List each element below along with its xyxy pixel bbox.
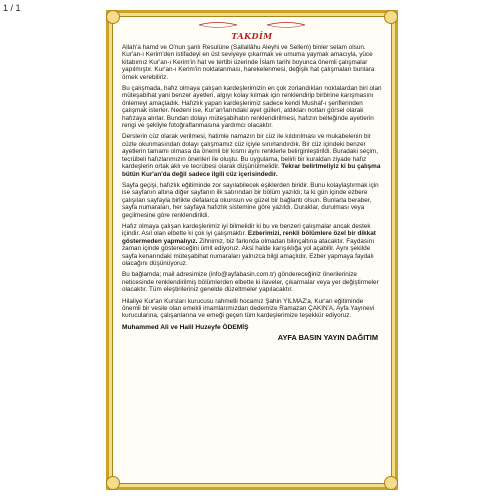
corner-ornament-icon (106, 476, 120, 490)
paragraph-intro: Allah'a hamd ve O'nun şanlı Resulüne (Sallallâhu Aleyhi ve Sellem) binler selam olsun. Kur'an-ı Kerim'den istifadeyi en üst seviyeye çıkarmak ve umuma yaymak amacıyla, yüce kitabımız Kur'an-ı Kerim'in hat ve tertibi üzerinde İslam tarihi boyunca önemli çalışmalar yapılmıştır. Kur'an-ı Kerim'in noktalanması, harekelenmesi, değişik hat çalışmaları bunlara örnek verebiliriz. (122, 44, 375, 81)
corner-ornament-icon (106, 10, 120, 24)
paragraph-purpose: Bu çalışmada, hafız olmaya çalışan kardeşlerimizin en çok zorlandıkları noktalardan biri olan müteşabihat yani benzer ayetleri, algıyı kolay kılmak için renklendirip birbirine karışmasını önlemeyi amaçladık. Hafızlık yapan kardeşlerimiz sadece kendi Mushaf-ı şeriflerinden çalışmak isterler. Nedeni ise, Kur'an'larındaki ayet gülleri, aldıkları notları görsel olarak hafızaya alırlar. Bundan dolayı müteşabihatın renklendirilmesi, hafızın belleğinde ayetlerin rengi ve şekliyle fotoğraflanmasına yardımcı olacaktır. (122, 85, 382, 130)
paragraph-thanks: Hilaliye Kur'an Kursları kurucusu rahmetli hocamız Şahin YILMAZ'a, Kur'an eğitiminde önemli bir vesile olan emekli imamlarımızdan dedemize Ramazan ÇAKIN'A, Ayfa Yayınevi kurucularına, çalışanlarına ve emeği geçen tüm kardeşlerimize teşekkür ediyoruz. (122, 297, 375, 320)
document-page (112, 16, 392, 484)
paragraph-lessons-text: Derslerin cüz olarak verilmesi, hatimle namazın bir cüz ile kıldırılması ve mukabelenin bir cüzle okunmasından dolayı çalışmamız cüz içiyle sınırlandırdık. Bir cüz içindeki benzer ayetlerin tamamı olmasa da önemli bir kısmı aynı renklerle belirginleştirildi. Buradaki seçim, tecrübeli hafızlarımızın önerileri ile oluştu. Bu uygulama, belirli bir kuraldan ziyade hafız kardeşlerin ortak aklı ve tecrübesi olarak düşünülmelidir. (122, 133, 378, 171)
paragraph-lessons (122, 133, 382, 177)
paragraph-page-transition: Sayfa geçişi, hafızlık eğitiminde zor sayılabilecek eşiklerden biridir. Bunu kolaylaştırmak için ise sayfanın altına diğer sayfanın ilk satırından bir bölüm yazıldı; ta ki gün içinde ezbere çalışılan sayfayla birlikte defalarca okunsun ve güzel bir bağlantı olsun. Bunlarla beraber, sayfa numaraları, her sayfaya hafızlık sistemine göre yazıldı. Duraklar, durulması veya geçilmesine göre renklendirildi. (122, 181, 379, 219)
page-number: 1 / 1 (3, 3, 21, 13)
corner-ornament-icon (384, 10, 398, 24)
paragraph-support (122, 223, 382, 267)
paragraph-feedback: Bu bağlamda; mail adresimize (info@ayfabasin.com.tr) göndereceğiniz önerilerinize neticesinde renklendirilmiş bölümlerden elbette ki ilaveler, çıkarmalar veya yer değiştirmeler olacaktır. Tüm eleştirileriniz genelde düzeltmeler yapılacaktır. (122, 271, 379, 294)
page-title: TAKDİM (231, 31, 273, 41)
document-frame (106, 10, 398, 490)
signature-publisher: AYFA BASIN YAYIN DAĞITIM (277, 332, 378, 342)
corner-ornament-icon (384, 476, 398, 490)
paragraph-support-bold: Ezberimizi, renkli bölümlere özel bir dikkat göstermeden yapmalıyız. (122, 230, 376, 245)
paragraph-support-text: Hafız olmaya çalışan kardeşlerimiz iyi bilmelidir ki bu ve benzeri çalışmalar ancak destek içindir. Asıl olan elbette ki çok iyi çalışmaktır. (122, 222, 371, 238)
signature-names: Muhammed Ali ve Halil Huzeyfe ÖDEMİŞ (122, 323, 249, 331)
title-ornament-icon (197, 20, 307, 30)
paragraph-lessons-bold: Tekrar belirtmeliyiz ki bu çalışma bütün Kur'an'da değil sadece ilgili cüz içerisindedir. (122, 163, 381, 178)
paragraph-support-text-2: Zihnimiz, biz farkında olmadan bilinçaltına atacaktır. Faydasını zaman içinde göstereceğini ümit ediyoruz. Aksi halde karışıklığa yol açabilir. Aynı şekilde sayfa kenarındaki müteşabihat numaraları yalnızca bilgi amaçlıdır. Ezber yapmaya faydalı olacağını düşünüyoruz. (122, 237, 375, 267)
